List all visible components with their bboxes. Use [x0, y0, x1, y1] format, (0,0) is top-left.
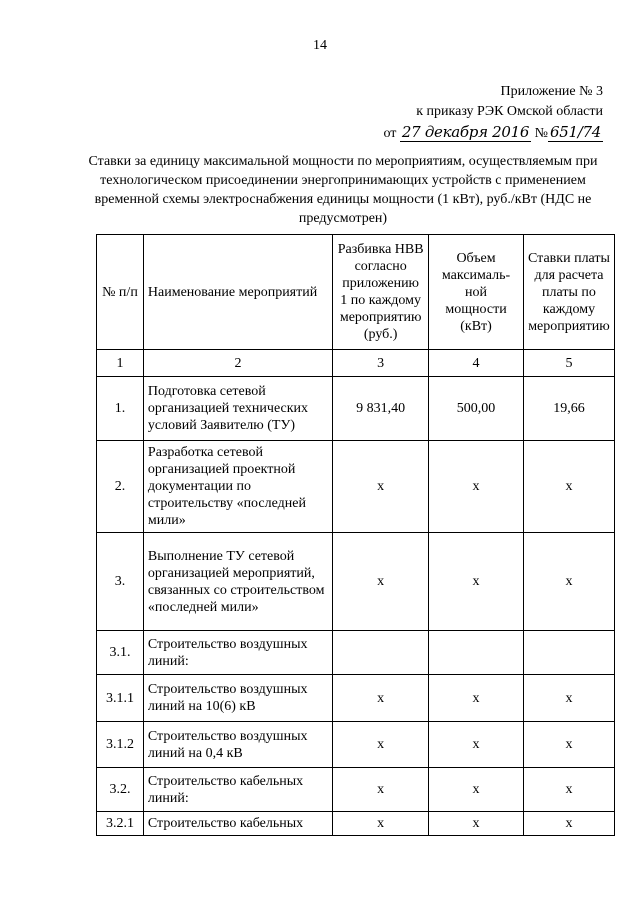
handwritten-date: 27 декабря 2016: [401, 123, 530, 141]
row-num: 3.1.2: [97, 722, 144, 768]
row-nvv: [333, 631, 429, 675]
row-rate: x: [523, 533, 614, 631]
number-prefix: №: [534, 126, 549, 141]
row-num: 3.2.: [97, 768, 144, 812]
table-row: [97, 533, 615, 631]
row-rate: x: [523, 675, 614, 722]
table-row: [97, 377, 615, 441]
table-row: [97, 675, 615, 722]
appendix-header: [383, 82, 603, 144]
row-nvv: x: [333, 722, 429, 768]
row-num: 3.2.1: [97, 812, 144, 836]
column-number: 1: [97, 350, 144, 377]
column-number: 4: [429, 350, 524, 377]
row-nvv: x: [333, 441, 429, 533]
row-name: Строительство кабельных: [143, 812, 332, 836]
header-num: № п/п: [97, 235, 144, 350]
row-power: x: [429, 812, 524, 836]
table-header-row: [97, 235, 615, 350]
row-rate: x: [523, 722, 614, 768]
column-number: 3: [333, 350, 429, 377]
row-name: Разработка сетевой организацией проектной документации по строительству «последней мили»: [143, 441, 332, 533]
rates-table: [96, 234, 615, 836]
row-power: x: [429, 441, 524, 533]
row-name: Строительство кабельных линий:: [143, 768, 332, 812]
row-power: x: [429, 675, 524, 722]
header-nvv: Разбивка НВВ согласно приложению 1 по каждому мероприятию (руб.): [333, 235, 429, 350]
row-num: 2.: [97, 441, 144, 533]
header-power: Объем максималь-ной мощности (кВт): [429, 235, 524, 350]
row-power: 500,00: [429, 377, 524, 441]
table-row: [97, 722, 615, 768]
appendix-order-ref: к приказу РЭК Омской области: [416, 104, 603, 119]
table-row: [97, 812, 615, 836]
row-rate: [523, 631, 614, 675]
appendix-title: Приложение № 3: [500, 84, 603, 99]
row-power: x: [429, 722, 524, 768]
handwritten-number: 651/74: [550, 123, 601, 141]
page-number: 14: [313, 38, 327, 53]
row-rate: x: [523, 768, 614, 812]
row-name: Выполнение ТУ сетевой организацией мероприятий, связанных со строительством «последней мили»: [143, 533, 332, 631]
date-prefix: от: [383, 126, 397, 141]
row-power: x: [429, 533, 524, 631]
row-power: x: [429, 768, 524, 812]
row-rate: x: [523, 441, 614, 533]
table-row: [97, 768, 615, 812]
row-name: Строительство воздушных линий на 10(6) кВ: [143, 675, 332, 722]
table-row: [97, 631, 615, 675]
row-num: 3.1.1: [97, 675, 144, 722]
row-nvv: x: [333, 533, 429, 631]
column-number: 2: [143, 350, 332, 377]
row-num: 1.: [97, 377, 144, 441]
header-name: Наименование мероприятий: [143, 235, 332, 350]
row-num: 3.1.: [97, 631, 144, 675]
row-num: 3.: [97, 533, 144, 631]
row-name: Строительство воздушных линий:: [143, 631, 332, 675]
row-nvv: x: [333, 675, 429, 722]
row-nvv: x: [333, 812, 429, 836]
appendix-date-line: [383, 122, 603, 144]
row-power: [429, 631, 524, 675]
table-row: [97, 441, 615, 533]
column-number-row: [97, 350, 615, 377]
row-nvv: 9 831,40: [333, 377, 429, 441]
column-number: 5: [523, 350, 614, 377]
row-nvv: x: [333, 768, 429, 812]
row-name: Подготовка сетевой организацией технических условий Заявителю (ТУ): [143, 377, 332, 441]
row-rate: 19,66: [523, 377, 614, 441]
row-rate: x: [523, 812, 614, 836]
row-name: Строительство воздушных линий на 0,4 кВ: [143, 722, 332, 768]
header-rate: Ставки платы для расчета платы по каждому мероприятию: [523, 235, 614, 350]
document-title: Ставки за единицу максимальной мощности по мероприятиям, осуществляемым при технологическом присоединении энергопринимающих устройств с применением временной схемы электроснабжения единицы мощности (1 кВт), руб./кВт (НДС не предусмотрен): [88, 154, 598, 226]
